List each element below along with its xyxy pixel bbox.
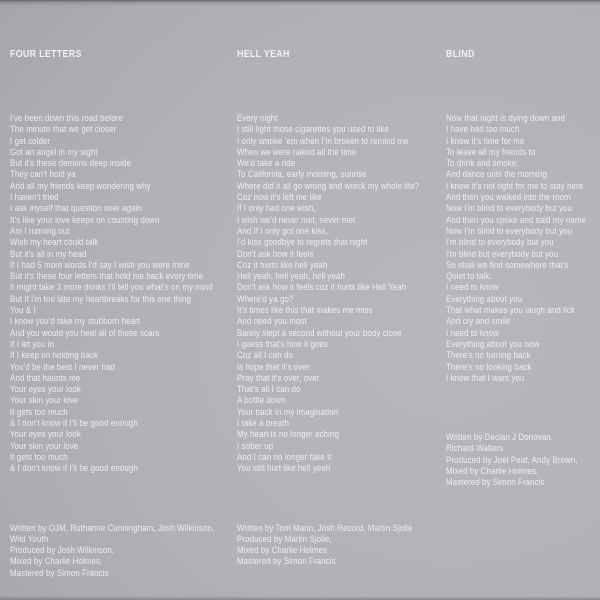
song-column-blind: [446, 14, 600, 525]
lyric-line: And I can no longer fake it: [237, 451, 332, 462]
lyric-line: I need to know: [446, 327, 499, 338]
lyrics-hell-yeah: [237, 113, 446, 475]
credits-four-letters: [10, 523, 237, 579]
lyric-line: I haven't tried: [10, 192, 59, 203]
credit-line: Richard Walters: [446, 443, 504, 454]
lyric-line: I need to know: [446, 282, 499, 293]
credit-line: Wild Youth: [10, 533, 49, 544]
lyric-line: Now that night is dying down and: [446, 113, 566, 123]
lyric-line: Your eyes your look: [10, 429, 81, 440]
credit-line: Mixed by Charlie Holmes: [237, 545, 328, 556]
lyric-line: Your skin your love: [10, 440, 79, 451]
lyric-line: They can't hold ya: [10, 169, 76, 180]
lyric-line: To drink and smoke.: [446, 158, 519, 169]
lyric-line: And you would you heal all of these scars: [10, 327, 160, 338]
lyric-line: Everything about you now: [446, 338, 540, 349]
lyric-line: I'd kiss goodbye to regrets that night: [237, 237, 368, 248]
lyric-line: It's like your love keeps on counting down: [10, 214, 160, 225]
lyric-line: Barely slept a second without your body close: [237, 327, 402, 338]
song-column-four-letters: [10, 14, 237, 600]
lyric-line: You'd be the best I never had: [10, 361, 116, 372]
lyric-line: It gets too much: [10, 406, 68, 417]
lyric-line: But it's all in my head: [10, 248, 87, 259]
lyric-line: Your skin your love: [10, 395, 79, 406]
lyric-line: I guess that's how it goes: [237, 338, 328, 349]
lyric-line: I wish we'd never met, never met: [237, 214, 356, 225]
lyric-line: Your back in my imagination: [237, 406, 339, 417]
lyric-line: Pray that it's over, over: [237, 372, 320, 383]
lyric-line: Am I running out: [10, 225, 70, 236]
lyric-line: Got an angel in my sight: [10, 146, 98, 157]
lyric-line: I'm blind to everybody but you: [446, 237, 554, 248]
credit-line: Mastered by Simon Francis: [237, 556, 336, 567]
credits-hell-yeah: [237, 523, 446, 568]
lyric-line: Coz it hurts like hell yeah: [237, 259, 328, 270]
lyric-line: Everything about you: [446, 293, 523, 304]
credit-line: Written by OJM, Ruthanne Cunningham, Josh Wilkinson,: [10, 522, 215, 533]
lyric-line: Quiet to talk.: [446, 271, 492, 282]
lyric-line: We'd take a ride: [237, 158, 296, 169]
lyric-line: So shall we find somewhere that's: [446, 259, 569, 270]
lyrics-four-letters: [10, 113, 237, 475]
lyric-line: I only smoke 'em when I'm broken to remind me: [237, 135, 409, 146]
lyric-line: And dance until the morning: [446, 169, 548, 180]
lyric-line: Hell yeah, hell yeah, hell yeah: [237, 271, 345, 282]
lyric-line: If I had 5 more words I'd say I wish you were mine: [10, 259, 190, 270]
lyric-line: And If I only got one kiss,: [237, 225, 328, 236]
credit-line: Produced by Josh Wilkinson,: [10, 545, 115, 556]
lyric-line: Coz now it's left me like: [237, 192, 322, 203]
song-title-hell-yeah: HELL YEAH: [237, 49, 290, 60]
lyric-line: Now I'm blind to everybody but you: [446, 225, 573, 236]
lyric-line: But it's these demons deep inside: [10, 158, 132, 169]
lyric-line: If I keep on holding back: [10, 350, 99, 361]
credit-line: Mastered by Simon Francis: [10, 567, 109, 578]
lyric-line: If I let you in: [10, 338, 55, 349]
lyric-line: If I only had one wish,: [237, 203, 316, 214]
lyric-line: There's no turning back: [446, 350, 531, 361]
lyric-line: I have had too much: [446, 124, 520, 135]
lyric-line: I know it's time for me: [446, 135, 525, 146]
lyric-line: Every night: [237, 113, 278, 123]
lyric-line: And all my friends keep wondering why: [10, 180, 151, 191]
lyric-line: And cry and smile: [446, 316, 511, 327]
lyric-line: I've been down this road before: [10, 113, 123, 123]
song-title-four-letters: FOUR LETTERS: [10, 49, 82, 60]
lyric-line: I know it's not right for me to stay here: [446, 180, 584, 191]
lyric-line: My heart is no longer aching: [237, 429, 339, 440]
lyric-line: I still light those cigarettes you used to like: [237, 124, 390, 135]
lyric-line: I get colder: [10, 135, 51, 146]
lyric-line: And need you most: [237, 316, 307, 327]
credit-line: Mixed by Charlie Holmes,: [446, 466, 539, 477]
lyric-line: And then you spoke and said my name: [446, 214, 587, 225]
lyric-line: It's times like this that makes me miss: [237, 305, 373, 316]
lyric-line: Where did it all go wrong and wreck my whole life?: [237, 180, 420, 191]
lyric-line: I ask myself that question over again: [10, 203, 142, 214]
lyric-line: You & I: [10, 305, 36, 316]
credit-line: Written by Tom Mann, Josh Record, Martin Sjolie: [237, 522, 413, 533]
lyric-line: There's no looking back: [446, 361, 532, 372]
lyric-line: Now I'm blind to everybody but you: [446, 203, 573, 214]
lyric-line: I know you'd take my stubborn heart: [10, 316, 141, 327]
lyric-line: It gets too much: [10, 451, 68, 462]
song-column-hell-yeah: [237, 14, 446, 600]
credit-line: Produced by Martin Sjolie,: [237, 533, 332, 544]
lyric-line: But it's these four letters that hold me back every time: [10, 271, 204, 282]
lyric-line: Don't ask how it feels: [237, 248, 314, 259]
lyric-line: & I don't know if I'll be good enough: [10, 463, 138, 474]
song-title-blind: BLIND: [446, 49, 475, 60]
lyric-line: To leave all my friends to: [446, 146, 536, 157]
credit-line: Produced by Joel Peat, Andy Brown,: [446, 454, 578, 465]
lyric-line: When we were naked all the time: [237, 146, 357, 157]
credit-line: Written by Declan J Donovan,: [446, 432, 554, 443]
lyric-line: A bottle down: [237, 395, 286, 406]
lyric-line: & I don't know if I'll be good enough: [10, 418, 138, 429]
lyric-line: Is hope that it's over: [237, 361, 310, 372]
credit-line: Mastered by Simon Francis: [446, 477, 545, 488]
lyric-line: And that haunts me: [10, 372, 81, 383]
lyric-line: Coz all I can do: [237, 350, 294, 361]
lyric-line: I know that I want you: [446, 372, 525, 383]
lyric-line: You still hurt like hell yeah: [237, 463, 331, 474]
lyric-line: I'm blind but everybody but you: [446, 248, 559, 259]
lyric-line: Wish my heart could talk: [10, 237, 99, 248]
lyric-line: I take a breath: [237, 418, 289, 429]
lyric-line: That what makes you laugh and lick: [446, 305, 575, 316]
lyric-line: It might take 3 more drinks I'll tell you what's on my mind: [10, 282, 213, 293]
lyric-line: That's all I can do: [237, 384, 301, 395]
lyrics-blind: [446, 113, 600, 384]
lyric-line: And then you walked into the room: [446, 192, 571, 203]
lyric-line: To California, early morning, sunrise: [237, 169, 367, 180]
lyric-line: Your eyes your look: [10, 384, 81, 395]
lyric-line: But If i'm too late my heartbreaks for this one thing: [10, 293, 191, 304]
lyric-line: Don't ask how it feels coz it hurts like Hell Yeah: [237, 282, 407, 293]
lyric-line: Where'd ya go?: [237, 293, 294, 304]
credit-line: Mixed by Charlie Holmes,: [10, 556, 103, 567]
lyric-line: I sober up: [237, 440, 274, 451]
lyric-line: The minute that we get closer: [10, 124, 117, 135]
credits-blind: [446, 432, 600, 488]
